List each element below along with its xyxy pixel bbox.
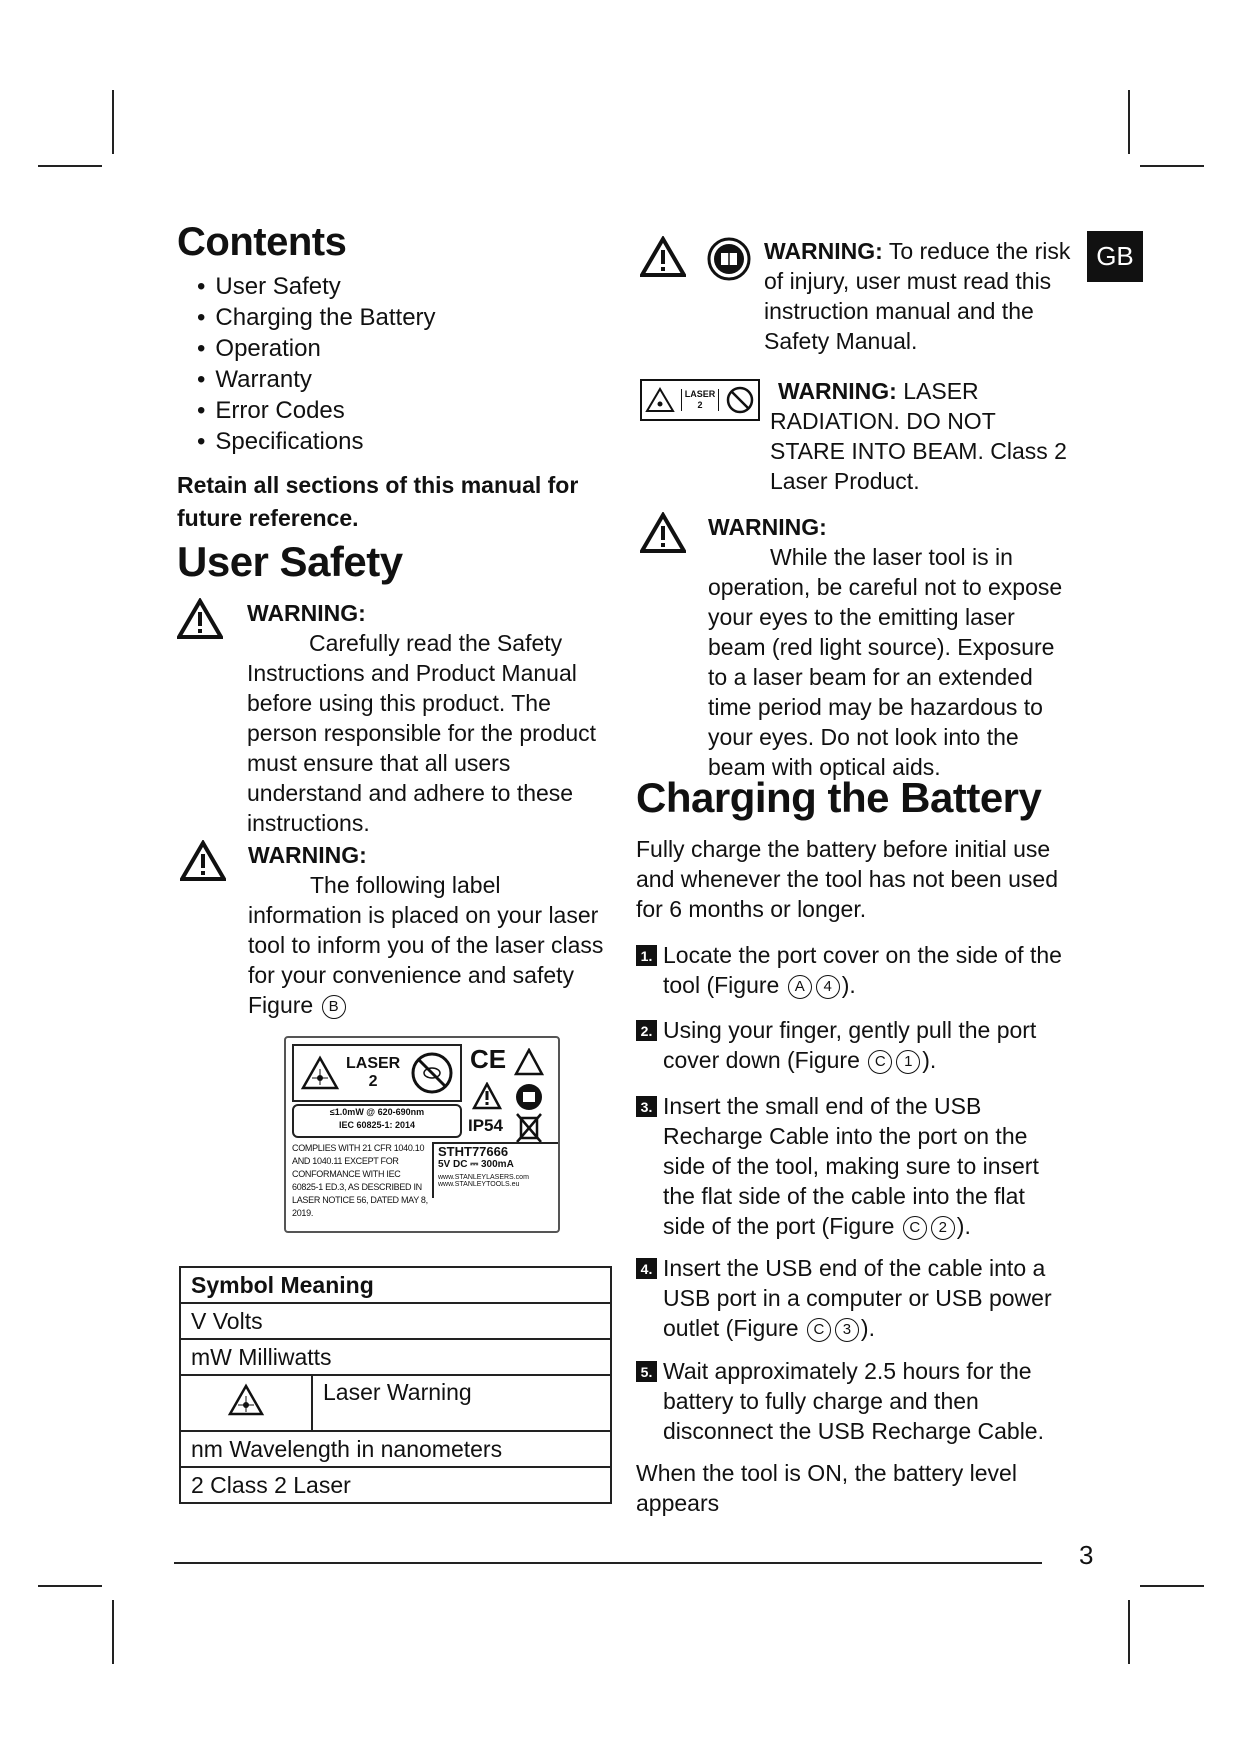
charging-step-1 [636,940,1066,1000]
step-text: Insert the USB end of the cable into a USB port in a computer or USB power outlet (Figure [663,1255,1052,1341]
warning-label: WARNING: [778,378,897,404]
language-tab: GB [1087,231,1143,282]
contents-title: Contents [177,220,347,264]
charging-trailing-text: When the tool is ON, the battery level appears [636,1460,1017,1516]
label-standard-line: IEC 60825-1: 2014 [338,1120,416,1130]
label-laser-text: LASER [346,1055,401,1072]
warning-text: Carefully read the Safety Instructions and Product Manual before using this product. The person responsible for the product must ensure that all users understand and adhere to these instructions. [247,630,597,836]
part-ref: 3 [835,1318,859,1342]
step-text: Using your finger, gently pull the port cover down (Figure [663,1017,1037,1073]
label-model: STHT77666 [438,1144,509,1159]
table-cell [180,1375,312,1431]
contents-list [197,271,617,457]
crop-mark [112,1600,114,1664]
step-number: 2. [636,1020,657,1041]
step-number: 1. [636,945,657,966]
step-number: 4. [636,1258,657,1279]
laser-hazard-icon [645,387,675,413]
warning-label: WARNING: [708,514,827,540]
crop-mark [1128,1600,1130,1664]
label-url: www.STANLEYTOOLS.eu [438,1181,520,1188]
toc-item[interactable]: • Operation [197,333,617,364]
step-text: Wait approximately 2.5 hours for the battery to fully charge and then disconnect the USB Recharge Cable. [663,1358,1044,1444]
table-cell: nm Wavelength in nanometers [180,1431,611,1467]
label-power-line: ≤1.0mW @ 620-690nm [329,1107,425,1117]
charging-step-2 [636,1015,1066,1075]
part-ref: 1 [896,1050,920,1074]
step-end: ). [860,1315,875,1341]
step-end: ). [841,972,856,998]
table-row [180,1467,611,1503]
warning-text: To reduce the risk of injury, user must read this instruction manual and the Safety Manual. [764,238,1071,354]
warning-text: LASER RADIATION. DO NOT STARE INTO BEAM. Class 2 Laser Product. [770,378,1067,494]
charging-step-3 [636,1091,1066,1241]
label-ip-rating: IP54 [468,1116,503,1135]
read-manual-icon [514,1082,544,1112]
step-end: ). [922,1047,937,1073]
part-ref: 4 [816,975,840,999]
no-stare-icon [725,385,755,415]
part-ref: 2 [931,1216,955,1240]
label-url: www.STANLEYLASERS.com [438,1174,529,1181]
toc-item[interactable]: • User Safety [197,271,617,302]
table-cell: mW Milliwatts [180,1339,611,1375]
ce-mark-icon: CE [470,1044,507,1074]
crop-mark [1128,90,1130,154]
laser-label-figure [284,1036,560,1233]
table-cell: 2 Class 2 Laser [180,1467,611,1503]
warning-label: WARNING: [764,238,883,264]
charging-step-4 [636,1253,1066,1343]
page-number: 3 [1079,1540,1094,1570]
toc-item[interactable]: • Charging the Battery [197,302,617,333]
table-row [180,1375,611,1431]
warning-label: WARNING: [248,842,367,868]
toc-item[interactable]: • Specifications [197,426,617,457]
user-safety-title: User Safety [177,538,403,585]
warning-triangle-icon [640,512,686,554]
table-cell: V Volts [180,1303,611,1339]
badge-laser-text: LASER [684,389,716,399]
label-compliance-text: COMPLIES WITH 21 CFR 1040.10 AND 1040.11 EXCEPT FOR CONFORMANCE WITH IEC 60825-1 ED.3, AS DESCRIBED IN LASER NOTICE 56, DATED MAY 8, 2019. [292,1143,428,1218]
right-warning-3 [640,512,1080,782]
warning-text: While the laser tool is in operation, be careful not to expose your eyes to the emitting laser beam (red light source). Exposure to a laser beam for an extended time period may be hazardous to your eyes. Do not look into the beam with optical aids. [708,544,1063,780]
table-row [180,1303,611,1339]
footer-rule [174,1562,1042,1564]
contents-section [177,220,617,535]
warning-label: WARNING: [247,600,366,626]
symbol-table [179,1266,612,1504]
toc-item[interactable]: • Error Codes [197,395,617,426]
toc-item[interactable]: • Warranty [197,364,617,395]
step-text: Locate the port cover on the side of the tool (Figure [663,942,1062,998]
step-number: 5. [636,1361,657,1382]
table-row [180,1431,611,1467]
user-safety-warning-1 [177,598,607,838]
table-row [180,1339,611,1375]
user-safety-warning-2 [180,840,610,1020]
badge-laser-class: 2 [697,400,703,410]
warning-triangle-icon [180,840,226,882]
figure-ref: C [807,1318,831,1342]
figure-ref: A [788,975,812,999]
step-text: Insert the small end of the USB Recharge Cable into the port on the side of the tool, making sure to insert the flat side of the cable into the flat side of the port (Figure [663,1093,1039,1239]
table-header-row [180,1267,611,1303]
table-header-cell: Symbol Meaning [180,1267,611,1303]
laser-hazard-icon [300,1055,340,1091]
label-rating: 5V DC ⎓ 300mA [438,1159,514,1170]
crop-mark [112,90,114,154]
warning-triangle-icon [177,598,223,640]
recycle-icon [514,1048,544,1076]
figure-ref: C [903,1216,927,1240]
read-manual-icon [706,236,752,282]
step-number: 3. [636,1096,657,1117]
figure-ref: B [322,995,346,1019]
crop-mark [1140,165,1204,167]
warning-text: The following label information is placed on your laser tool to inform you of the laser class for your convenience and safety Figure [248,872,604,1018]
laser-warning-icon [227,1383,265,1417]
crop-mark [1140,1585,1204,1587]
charging-title: Charging the Battery [636,774,1042,821]
crop-mark [38,165,102,167]
charging-intro: Fully charge the battery before initial use and whenever the tool has not been used for 6 months or longer. [636,836,1058,922]
label-laser-class: 2 [368,1073,378,1090]
step-end: ). [956,1213,971,1239]
retain-note: Retain all sections of this manual for future reference. [177,472,579,531]
warning-triangle-icon [472,1082,502,1110]
right-warning-2 [640,376,1080,496]
figure-ref: C [868,1050,892,1074]
warning-triangle-icon [640,236,686,278]
laser-class-2-badge [640,379,760,421]
weee-bin-icon [514,1110,544,1144]
charging-step-5 [636,1356,1066,1446]
crop-mark [38,1585,102,1587]
no-stare-icon [410,1051,454,1095]
right-warning-1 [640,236,1080,356]
table-cell: Laser Warning [312,1375,611,1431]
